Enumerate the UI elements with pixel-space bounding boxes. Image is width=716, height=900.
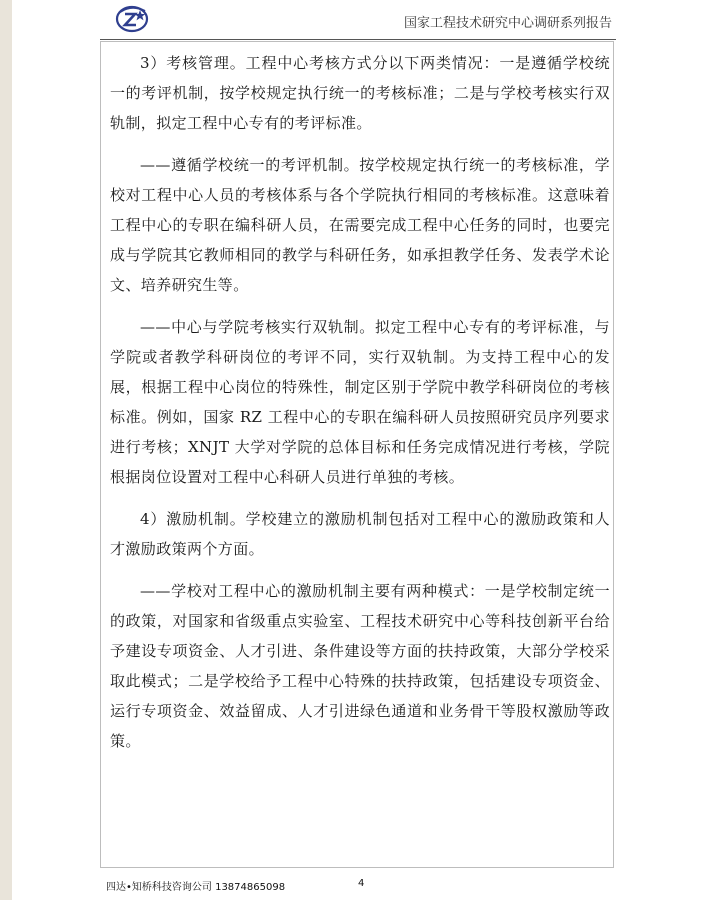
header-rule [100,39,616,40]
company-logo-icon [114,2,150,34]
page-header [100,0,616,40]
paragraph-dual-track-assessment: ——中心与学院考核实行双轨制。拟定工程中心专有的考评标准，与学院或者教学科研岗位的考评不同，实行双轨制。为支持工程中心的发展，根据工程中心岗位的特殊性，制定区别于学院中教学科研岗位的考核标准。例如，国家 RZ 工程中心的专职在编科研人员按照研究员序列要求进行考核；XNJT 大学对学院的总体目标和任务完成情况进行考核，学院根据岗位设置对工程中心科研人员进行单独的考核。 [110,318,610,486]
header-title: 国家工程技术研究中心调研系列报告 [403,16,612,31]
footer-company: 四达•知桥科技咨询公司 13874865098 [106,882,286,893]
paragraph-unified-assessment: ——遵循学校统一的考评机制。按学校规定执行统一的考核标准，学校对工程中心人员的考核体系与各个学院执行相同的考核标准。这意味着工程中心的专职在编科研人员，在需要完成工程中心任务的同时，也要完成与学院其它教师相同的教学与科研任务，如承担教学任务、发表学术论文、培养研究生等。 [110,156,610,294]
paragraph-incentive-mechanism: 4）激励机制。学校建立的激励机制包括对工程中心的激励政策和人才激励政策两个方面。 [110,510,610,558]
body-text [110,48,610,768]
page-edge-band [0,0,12,900]
page-footer [106,878,616,898]
paragraph-assessment-management: 3）考核管理。工程中心考核方式分以下两类情况：一是遵循学校统一的考评机制，按学校规定执行统一的考核标准；二是与学校考核实行双轨制，拟定工程中心专有的考评标准。 [110,54,610,132]
paragraph-incentive-modes: ——学校对工程中心的激励机制主要有两种模式：一是学校制定统一的政策，对国家和省级重点实验室、工程技术研究中心等科技创新平台给予建设专项资金、人才引进、条件建设等方面的扶持政策，大部分学校采取此模式；二是学校给予工程中心特殊的扶持政策，包括建设专项资金、运行专项资金、效益留成、人才引进绿色通道和业务骨干等股权激励等政策。 [110,582,610,750]
page-number: 4 [358,878,365,889]
